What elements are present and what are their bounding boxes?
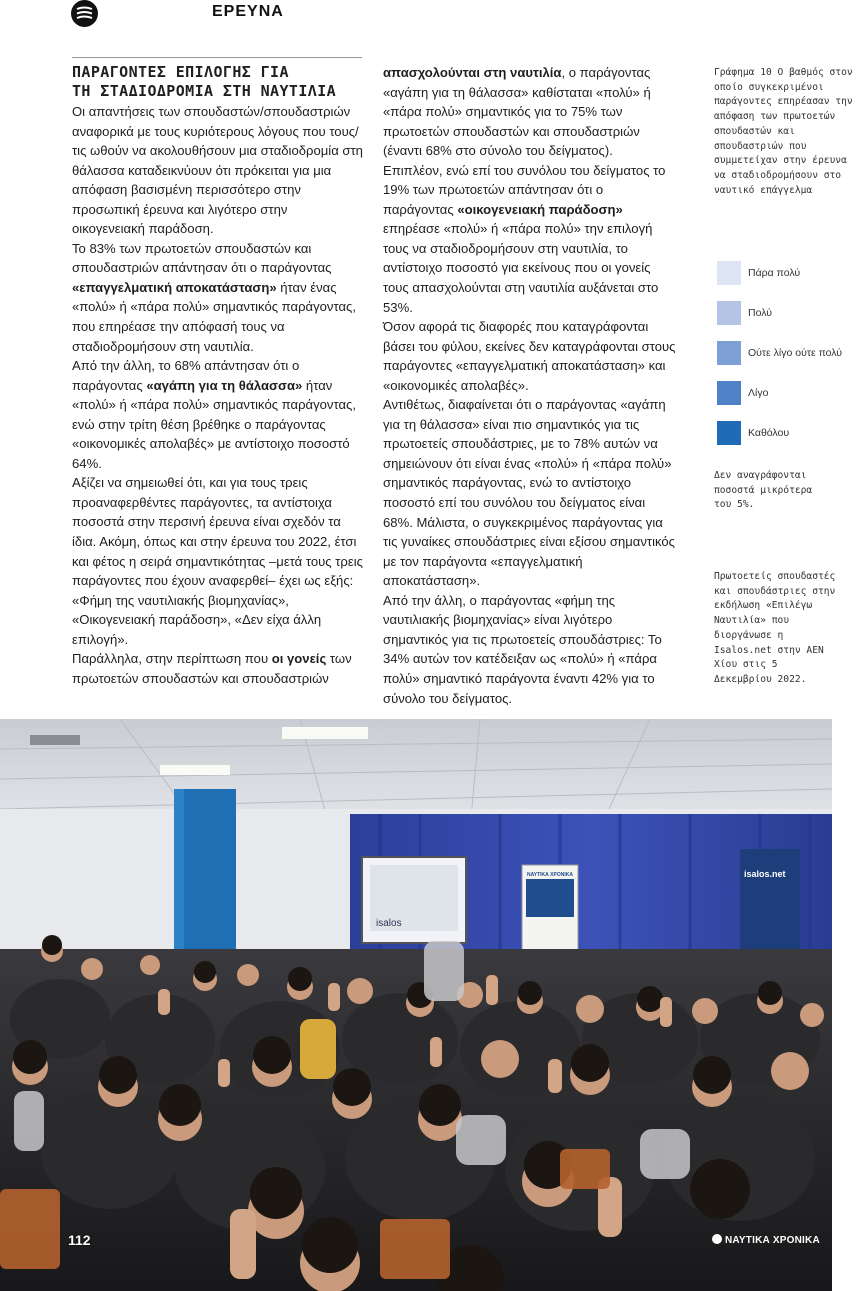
legend-swatch xyxy=(717,301,741,325)
event-photo xyxy=(0,719,832,1291)
article-heading-line-2: ΤΗ ΣΤΑΔΙΟΔΡΟΜΙΑ ΣΤΗ ΝΑΥΤΙΛΙΑ xyxy=(72,82,337,100)
section-label: ΕΡΕΥΝΑ xyxy=(212,3,284,20)
heading-rule xyxy=(72,57,362,58)
paragraph-7: Όσον αφορά τις διαφορές που καταγράφονται βάσει του φύλου, εκείνες δεν καταγράφονται στους παράγοντες «επαγγελματική αποκατάσταση» και «οικονομικές απολαβές». xyxy=(383,319,676,393)
paragraph-6: Επιπλέον, ενώ επί του συνόλου του δείγματος το 19% των πρωτοετών απάντησαν ότι ο παράγοντας «οικογενειακή παράδοση» επηρέασε «πολύ» ή «πάρα πολύ» την επιλογή τους να σταδιοδρομήσουν στη ναυτιλία, το αντίστοιχο ποσοστό για εκείνους που οι γονείς τους απασχολούνται στη ναυτιλία αυξάνεται στο 53%. xyxy=(383,162,666,315)
paragraph-1: Οι απαντήσεις των σπουδαστών/σπουδαστριών αναφορικά με τους κυριότερους λόγους που τους/τις ωθούν να ακολουθήσουν μια σταδιοδρομία στη θάλασσα καταδεικνύουν ότι πρόκειται για μια απόφαση βασισμένη περισσότερο στην προσωπική έρευνα και λιγότερο στην οικογενειακή παράδοση. xyxy=(72,104,363,237)
chart-legend xyxy=(717,261,865,461)
paragraph-2: Το 83% των πρωτοετών σπουδαστών και σπουδαστριών απάντησαν ότι ο παράγοντας «επαγγελματική αποκατάσταση» ήταν ένας «πολύ» ή «πάρα πολύ» σημαντικός παράγοντας, που επηρέασε την απόφασή τους να σταδιοδρομήσουν στη ναυτιλία. xyxy=(72,240,356,354)
legend-swatch xyxy=(717,381,741,405)
legend-item xyxy=(717,341,865,381)
paragraph-8: Αντιθέτως, διαφαίνεται ότι ο παράγοντας «αγάπη για τη θάλασσα» είναι πιο σημαντικός για τις πρωτοετείς σπουδάστριες, με το 78% αυτών να σημειώνουν ότι είναι ένας «πολύ» ή «πάρα πολύ» σημαντικός παράγοντας, ενώ το αντίστοιχο ποσοστό επί του συνόλου του δείγματος είναι 68%. Μάλιστα, ο συγκεκριμένος παράγοντας για τις γυναίκες σπουδάστριες είναι εξίσου σημαντικός με τον παράγοντα «επαγγελματική αποκατάσταση». xyxy=(383,397,675,589)
legend-swatch xyxy=(717,261,741,285)
legend-label: Ούτε λίγο ούτε πολύ xyxy=(748,347,843,359)
chart-caption: Γράφημα 10 Ο βαθμός στον οποίο συγκεκριμένοι παράγοντες επηρέασαν την απόφαση των πρωτοετών σπουδαστών και σπουδαστριών που συμμετείχαν στην έρευνα να σταδιοδρομήσουν στο ναυτικό επάγγελμα xyxy=(714,67,853,196)
legend-item xyxy=(717,261,865,301)
legend-label: Πολύ xyxy=(748,307,772,319)
screen-text: isalos xyxy=(376,918,402,929)
publication-logo-icon xyxy=(71,0,98,27)
legend-item xyxy=(717,421,865,461)
legend-item xyxy=(717,301,865,341)
legend-item xyxy=(717,381,865,421)
article-column-1 xyxy=(72,63,363,688)
paragraph-4: Αξίζει να σημειωθεί ότι, και για τους τρεις προαναφερθέντες παράγοντες, τα αντίστοιχα ποσοστά στην περσινή έρευνα είναι σχεδόν τα ίδια. Ακόμη, όπως και στην έρευνα του 2022, έτσι και φέτος η σειρά σημαντικότητας –μετά τους τρεις παράγοντες που έχουν αναφερθεί– έχει ως εξής: «Φήμη της ναυτιλιακής βιομηχανίας», «Οικογενειακή παράδοση», «Δεν είχα άλλη επιλογή». xyxy=(72,475,363,647)
brand-label: ΝΑΥΤΙΚΑ ΧΡΟΝΙΚΑ xyxy=(725,1235,820,1246)
banner-left-text: ΝΑΥΤΙΚΑ ΧΡΟΝΙΚΑ xyxy=(527,872,573,878)
paragraph-5-start: Παράλληλα, στην περίπτωση που οι γονείς των πρωτοετών σπουδαστών και σπουδαστριών xyxy=(72,651,352,686)
brand-name xyxy=(712,1234,820,1246)
legend-swatch xyxy=(717,341,741,365)
banner-right-text: isalos.net xyxy=(744,869,786,879)
brand-logo-icon xyxy=(712,1234,722,1244)
page-number: 112 xyxy=(68,1232,91,1248)
paragraph-3: Από την άλλη, το 68% απάντησαν ότι ο παράγοντας «αγάπη για τη θάλασσα» ήταν «πολύ» ή «πάρα πολύ» σημαντικός παράγοντας, ενώ στην τρίτη θέση βρέθηκε ο παράγοντας «οικονομικές απολαβές» με αντίστοιχο ποσοστό 64%. xyxy=(72,358,356,471)
legend-label: Πάρα πολύ xyxy=(748,267,801,279)
chart-note: Δεν αναγράφονται ποσοστά μικρότερα του 5%. xyxy=(714,470,813,511)
article-column-2 xyxy=(383,63,676,708)
photo-caption: Πρωτοετείς σπουδαστές και σπουδάστριες στην εκδήλωση «Επιλέγω Ναυτιλία» που διοργάνωσε η Isalos.net στην ΑΕΝ Χίου στις 5 Δεκεμβρίου 2022. xyxy=(714,571,836,685)
article-heading xyxy=(72,63,363,101)
legend-label: Λίγο xyxy=(748,387,769,399)
legend-swatch xyxy=(717,421,741,445)
paragraph-5-end: απασχολούνται στη ναυτιλία, ο παράγοντας «αγάπη για τη θάλασσα» καθίσταται «πολύ» ή «πάρα πολύ» σημαντικός για το 75% των πρωτοετών σπουδαστών και σπουδαστριών (έναντι 68% στο σύνολο του δείγματος). xyxy=(383,65,651,159)
article-heading-line-1: ΠΑΡΑΓΟΝΤΕΣ ΕΠΙΛΟΓΗΣ ΓΙΑ xyxy=(72,63,289,81)
event-photo-illustration xyxy=(0,719,832,1291)
legend-label: Καθόλου xyxy=(748,427,790,439)
paragraph-9: Από την άλλη, ο παράγοντας «φήμη της ναυτιλιακής βιομηχανίας» είναι λιγότερο σημαντικός για τις πρωτοετείς σπουδάστριες: Το 34% αυτών τον κατέδειξαν ως «πολύ» ή «πάρα πολύ» σημαντικό παράγοντα έναντι 42% για το σύνολο του δείγματος. xyxy=(383,592,662,706)
